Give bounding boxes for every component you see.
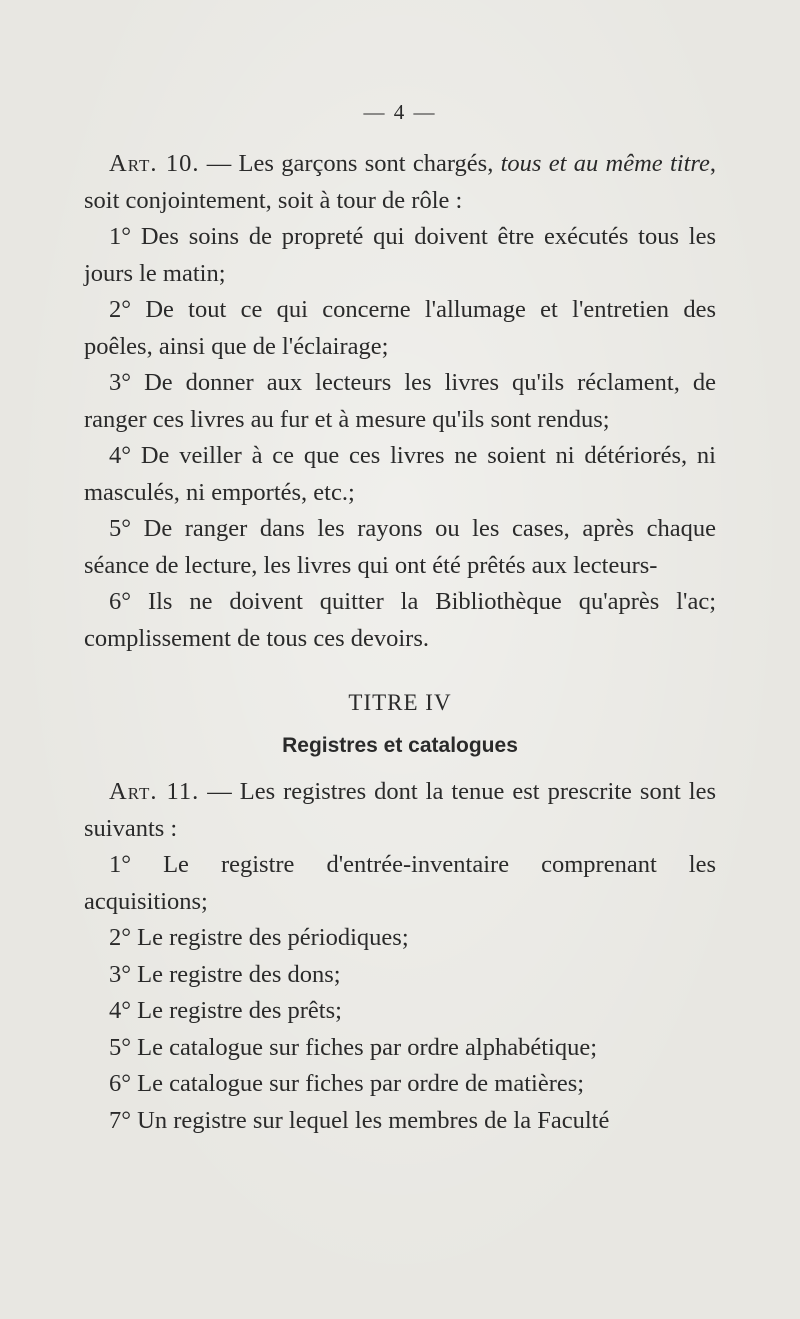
article-10-label: Art. 10. <box>109 150 200 177</box>
article-10-intro-italic: tous et au même titre <box>500 150 710 177</box>
article-11-item: 3° Le registre des dons; <box>109 960 341 988</box>
article-11-item: 1° Le registre d'entrée-inventaire comprenant les acquisitions; <box>84 851 716 915</box>
article-11-item: 2° Le registre des périodiques; <box>109 924 409 951</box>
article-11-item: 6° Le catalogue sur fiches par ordre de matières; <box>109 1070 585 1097</box>
article-11-item: 7° Un registre sur lequel les membres de la Faculté <box>109 1106 610 1134</box>
article-10-item: 1° Des soins de propreté qui doivent être exécutés tous les jours le matin; <box>84 223 716 287</box>
article-10-intro-rest: , soit conjointement, soit à tour de rôle : <box>84 150 717 214</box>
article-10-item: 5° De ranger dans les rayons ou les cases, après chaque séance de lecture, les livres qui ont été prêtés aux lecteurs- <box>84 515 716 579</box>
page-body <box>84 146 716 1139</box>
article-11-intro <box>84 774 716 847</box>
article-10-item: 3° De donner aux lecteurs les livres qu'ils réclament, de ranger ces livres au fur et à mesure qu'ils sont rendus; <box>84 369 716 433</box>
page-number: — 4 — <box>363 100 437 124</box>
article-10-item: 2° De tout ce qui concerne l'allumage et l'entretien des poêles, ainsi que de l'éclairage; <box>84 296 716 360</box>
article-11-intro-text: — Les registres dont la tenue est prescrite sont les suivants : <box>84 778 716 842</box>
article-10-item: 6° Ils ne doivent quitter la Bibliothèque qu'après l'ac; complissement de tous ces devoirs. <box>84 588 716 652</box>
section-title: TITRE IV <box>348 690 452 715</box>
section-subtitle: Registres et catalogues <box>282 733 518 757</box>
article-11-item: 4° Le registre des prêts; <box>109 997 342 1024</box>
article-10-intro <box>84 146 716 219</box>
article-11-label: Art. 11. <box>109 778 200 805</box>
article-11-item: 5° Le catalogue sur fiches par ordre alphabétique; <box>109 1033 598 1061</box>
article-10-item: 4° De veiller à ce que ces livres ne soient ni détériorés, ni masculés, ni emportés, etc.; <box>84 442 716 506</box>
article-10-intro-text: — Les garçons sont chargés, <box>199 150 501 177</box>
